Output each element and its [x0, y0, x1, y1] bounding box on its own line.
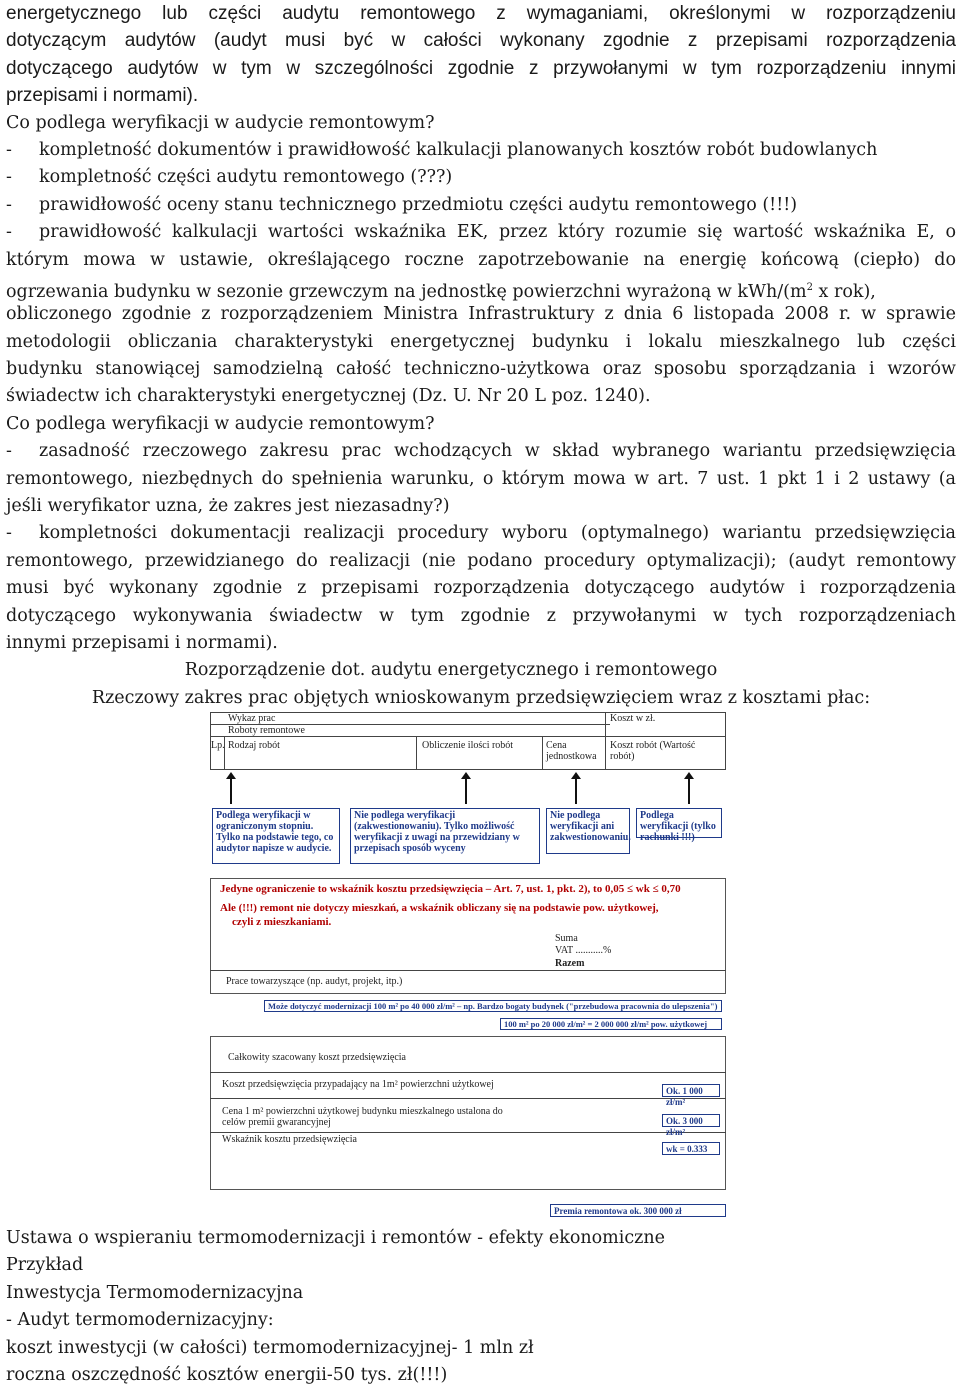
- text-line: dotyczącego wykonywania świadectw w tym zgodnie z przywołanymi w tych rozporządzeniach: [6, 605, 956, 626]
- question-heading: Co podlega weryfikacji w audycie remontowym?: [6, 112, 435, 133]
- note-box: Nie podlega weryfikacji ani zakwestionowaniu.: [546, 808, 630, 854]
- arrow-up-icon: [575, 778, 577, 804]
- text-line: Przykład: [6, 1255, 84, 1276]
- text-line: roczna oszczędność kosztów energii-50 tys. zł(!!!): [6, 1364, 448, 1385]
- note-box: Może dotyczyć modernizacji 100 m² po 40 000 zł/m² – np. Bardzo bogaty budynek ("przebudowa pracownia do ulepszenia"): [264, 1000, 722, 1012]
- list-item-text: zasadność rzeczowego zakresu prac wchodzących w skład wybranego wariantu przedsięwzięcia: [39, 441, 956, 462]
- text-line: koszt inwestycji (w całości) termomodernizacyjnej- 1 mln zł: [6, 1337, 534, 1358]
- text-span: x rok),: [812, 281, 876, 302]
- section-heading: Rozporządzenie dot. audytu energetycznego i remontowego: [184, 660, 718, 681]
- figure-label: VAT ...........%: [555, 945, 612, 956]
- note-box: Ok. 3 000 zł/m²: [662, 1114, 720, 1127]
- figure-label: Prace towarzyszące (np. audyt, projekt, itp.): [226, 976, 403, 987]
- figure-label: Koszt w zł.: [610, 713, 656, 724]
- text-line: remontowego, niezbędnych do spełnienia warunku, o którym mowa w art. 7 ust. 1 pkt 1 i 2 ustawy (a: [6, 468, 956, 489]
- figure-label: Suma: [555, 933, 578, 944]
- document-body: [6, 0, 956, 712]
- figure-label: Wykaz prac: [228, 713, 276, 724]
- text-span: ogrzewania budynku w sezonie grzewczym na jednostkę powierzchni wyrażoną w kWh/(m: [6, 281, 807, 302]
- note-box: Podlega weryfikacji w ograniczonym stopniu. Tylko na podstawie tego, co audytor napisze w audycie.: [212, 808, 340, 864]
- text-line: energetycznego lub części audytu remontowego z wymaganiami, określonymi w rozporządzeniu: [6, 3, 956, 24]
- list-item-text: kompletności dokumentacji realizacji procedury wyboru (optymalnego) wariantu przedsięwzięcia: [39, 523, 956, 544]
- text-line: dotyczącym audytów (audyt musi być w całości wykonany zgodnie z przepisami rozporządzenia: [6, 30, 956, 52]
- list-item-text: kompletność części audytu remontowego (???): [39, 167, 453, 188]
- text-line: musi być wykonany zgodnie z przepisami rozporządzenia dotyczącego audytów i rozporządzenia: [6, 578, 956, 599]
- note-box: Nie podlega weryfikacji (zakwestionowaniu). Tylko możliwość weryfikacji z uwagi na przewidziany w przepisach sposób wyceny: [350, 808, 540, 864]
- list-item: - zasadność rzeczowego zakresu prac wchodzących w skład wybranego wariantu przedsięwzięcia: [6, 438, 956, 465]
- arrow-up-icon: [230, 778, 232, 804]
- list-item-text: kompletność dokumentów i prawidłowość kalkulacji planowanych kosztów robót budowlanych: [39, 139, 878, 160]
- text-line: Inwestycja Termomodernizacyjna: [6, 1282, 304, 1303]
- figure-label: Razem: [555, 958, 585, 969]
- arrow-up-icon: [688, 778, 690, 804]
- text-line: [6, 274, 956, 301]
- figure-label: Koszt robót (Wartość robót): [610, 740, 696, 762]
- text-line: jeśli weryfikator uzna, że zakres jest niezasadny?): [6, 496, 450, 517]
- section-heading: Rzeczowy zakres prac objętych wnioskowanym przedsięwzięciem wraz z kosztami płac:: [91, 687, 871, 708]
- highlight-text: Ale (!!!) remont nie dotyczy mieszkań, a wskaźnik obliczany się na podstawie pow. użytkowej,: [220, 902, 659, 914]
- figure-label: Obliczenie ilości robót: [422, 740, 514, 751]
- figure-label: Roboty remontowe: [228, 725, 305, 736]
- text-line: obliczonego zgodnie z rozporządzeniem Ministra Infrastruktury z dnia 6 listopada 2008 r. w sprawie: [6, 304, 956, 325]
- scanned-figure: [210, 712, 726, 1222]
- question-heading: Co podlega weryfikacji w audycie remontowym?: [6, 413, 435, 434]
- figure-label: Lp.: [211, 740, 225, 751]
- figure-label: Koszt przedsięwzięcia przypadający na 1m² powierzchni użytkowej: [222, 1079, 494, 1090]
- bottom-text: [6, 1225, 665, 1389]
- figure-label: Rodzaj robót: [228, 740, 280, 751]
- text-line: świadectw ich charakterystyki energetycznej (Dz. U. Nr 20 L poz. 1240).: [6, 386, 651, 407]
- list-item: - kompletność dokumentów i prawidłowość kalkulacji planowanych kosztów robót budowlanych: [6, 137, 956, 164]
- list-item: - prawidłowość oceny stanu technicznego przedmiotu części audytu remontowego (!!!): [6, 192, 956, 219]
- list-item: - prawidłowość kalkulacji wartości wskaźnika EK, przez który rozumie się wartość wskaźnika E, o: [6, 219, 956, 246]
- superscript: 2: [806, 281, 813, 293]
- figure-label: Cena 1 m² powierzchni użytkowej budynku mieszkalnego ustalona do celów premii gwarancyjnej: [222, 1106, 503, 1128]
- note-box: 100 m² po 20 000 zł/m² = 2 000 000 zł/m² pow. użytkowej: [500, 1018, 722, 1030]
- text-line: którym mowa w ustawie, określającego roczne zapotrzebowanie na energię końcową (ciepło) do: [6, 249, 956, 270]
- text-line: - Audyt termomodernizacyjny:: [6, 1310, 274, 1331]
- list-item: - kompletności dokumentacji realizacji procedury wyboru (optymalnego) wariantu przedsięwzięcia: [6, 520, 956, 547]
- list-item: - kompletność części audytu remontowego (???): [6, 164, 956, 191]
- highlight-text: czyli z mieszkaniami.: [232, 916, 332, 928]
- text-line: dotyczącego audytów w tym w szczególności zgodnie z przywołanymi w tym rozporządzeniu innymi: [6, 57, 956, 79]
- figure-label: Całkowity szacowany koszt przedsięwzięcia: [228, 1052, 406, 1063]
- text-line: metodologii obliczania charakterystyki energetycznej budynku i lokalu mieszkalnego lub części: [6, 331, 956, 352]
- note-box: Podlega weryfikacji (tylko rachunki !!!): [636, 808, 722, 838]
- arrow-up-icon: [465, 778, 467, 804]
- text-line: innymi przepisami i normami).: [6, 632, 278, 653]
- text-line: remontowego, przewidzianego do realizacji (nie podano procedury optymalizacji); (audyt remontowy: [6, 550, 956, 571]
- list-item-text: prawidłowość kalkulacji wartości wskaźnika EK, przez który rozumie się wartość wskaźnika E, o: [39, 222, 956, 243]
- figure-label: Wskaźnik kosztu przedsięwzięcia: [222, 1134, 357, 1145]
- list-item-text: prawidłowość oceny stanu technicznego przedmiotu części audytu remontowego (!!!): [39, 194, 798, 215]
- text-line: Ustawa o wspieraniu termomodernizacji i remontów - efekty ekonomiczne: [6, 1228, 666, 1248]
- text-line: budynku stanowiącej samodzielną całość techniczno-użytkowa oraz sposobu sporządzania i wzorów: [6, 359, 956, 380]
- text-line: przepisami i normami).: [6, 85, 199, 107]
- note-box: wk = 0.333: [662, 1142, 720, 1155]
- note-box: Ok. 1 000 zł/m²: [662, 1084, 720, 1097]
- note-box: Premia remontowa ok. 300 000 zł: [550, 1204, 726, 1217]
- highlight-text: Jedyne ograniczenie to wskaźnik kosztu przedsięwzięcia – Art. 7, ust. 1, pkt. 2), to 0,05 ≤ wk ≤ 0,70: [220, 883, 681, 895]
- figure-label: Cena jednostkowa: [546, 740, 597, 762]
